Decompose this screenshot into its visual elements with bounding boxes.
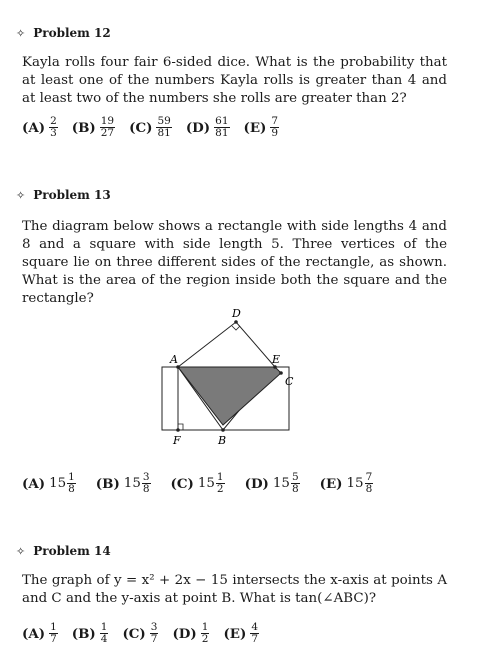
square-upper bbox=[178, 322, 275, 367]
problem-14-header bbox=[16, 544, 111, 558]
numerator: 5 bbox=[291, 471, 299, 483]
numerator: 2 bbox=[50, 115, 57, 127]
problem-13-text: The diagram below shows a rectangle with side lengths 4 and 8 and a square with side length 5. Three vertices of the square lie on three different sides of the rectangle, as shown. What is the area of the region inside both the square and the rectangle? bbox=[22, 219, 447, 306]
problem-12-text: Kayla rolls four fair 6-sided dice. What is the probability that at least one of the numbers Kayla rolls is greater than 4 and at least two of the numbers she rolls are greater than 2? bbox=[22, 55, 447, 106]
numerator: 3 bbox=[150, 621, 158, 633]
mixed-number bbox=[49, 472, 76, 495]
fraction bbox=[214, 116, 229, 139]
choice-letter: (C) bbox=[122, 625, 146, 642]
problem-12-title: Problem 12 bbox=[33, 26, 111, 40]
problem-12-header bbox=[16, 26, 111, 40]
right-angle-mark-d bbox=[232, 326, 240, 330]
fraction bbox=[150, 622, 159, 645]
denominator: 7 bbox=[150, 633, 158, 645]
mixed-number bbox=[347, 472, 374, 495]
choice-letter: (D) bbox=[244, 475, 269, 492]
whole-part: 15 bbox=[123, 476, 141, 491]
choice-c bbox=[171, 472, 225, 495]
choice-a bbox=[22, 116, 58, 139]
denominator: 4 bbox=[100, 633, 108, 645]
star-outline-icon: ✧ bbox=[16, 544, 26, 558]
problem-14-choices bbox=[22, 622, 273, 645]
choice-d bbox=[172, 622, 209, 645]
geometry-diagram bbox=[150, 300, 310, 450]
problem-14-text: The graph of y = x² + 2x − 15 intersects the x-axis at points A and C and the y-axis at point B. What is tan(∠ABC)? bbox=[22, 573, 447, 606]
denominator: 2 bbox=[216, 483, 224, 495]
mixed-number bbox=[198, 472, 225, 495]
fraction bbox=[49, 116, 58, 139]
overlap-region bbox=[178, 367, 281, 425]
choice-letter: (A) bbox=[22, 625, 46, 642]
star-outline-icon: ✧ bbox=[16, 26, 26, 40]
whole-part: 15 bbox=[49, 476, 67, 491]
choice-e bbox=[320, 472, 374, 495]
denominator: 8 bbox=[365, 483, 373, 495]
choice-a bbox=[22, 472, 76, 495]
mixed-number bbox=[273, 472, 300, 495]
numerator: 19 bbox=[100, 115, 115, 127]
denominator: 81 bbox=[157, 127, 171, 139]
choice-d bbox=[186, 116, 230, 139]
denominator: 3 bbox=[50, 127, 57, 139]
fraction bbox=[100, 622, 109, 645]
point-c bbox=[279, 371, 283, 375]
denominator: 8 bbox=[68, 483, 75, 495]
denominator: 81 bbox=[215, 127, 229, 139]
choice-letter: (B) bbox=[95, 475, 120, 492]
denominator: 27 bbox=[100, 127, 115, 139]
choice-letter: (E) bbox=[243, 119, 267, 136]
label-c: C bbox=[285, 375, 294, 388]
choice-letter: (C) bbox=[170, 475, 194, 492]
choice-letter: (A) bbox=[22, 119, 46, 136]
choice-b bbox=[72, 116, 115, 139]
denominator: 7 bbox=[251, 633, 259, 645]
problem-13-header bbox=[16, 188, 111, 202]
choice-letter: (D) bbox=[172, 625, 197, 642]
fraction bbox=[67, 472, 76, 495]
star-outline-icon: ✧ bbox=[16, 188, 26, 202]
choice-c bbox=[129, 116, 172, 139]
choice-b bbox=[96, 472, 151, 495]
label-b: B bbox=[218, 434, 227, 447]
choice-e bbox=[244, 116, 280, 139]
fraction bbox=[201, 622, 210, 645]
choice-letter: (B) bbox=[71, 625, 96, 642]
choice-letter: (E) bbox=[223, 625, 247, 642]
numerator: 4 bbox=[251, 621, 259, 633]
numerator: 1 bbox=[216, 471, 224, 483]
label-f: F bbox=[173, 434, 181, 447]
choice-letter: (A) bbox=[22, 475, 46, 492]
fraction bbox=[291, 472, 300, 495]
problem-13-choices bbox=[22, 472, 387, 495]
numerator: 3 bbox=[142, 471, 150, 483]
fraction bbox=[365, 472, 374, 495]
denominator: 8 bbox=[142, 483, 150, 495]
label-e: E bbox=[272, 353, 281, 366]
numerator: 61 bbox=[215, 115, 229, 127]
whole-part: 15 bbox=[197, 476, 215, 491]
denominator: 8 bbox=[291, 483, 299, 495]
numerator: 1 bbox=[68, 471, 75, 483]
problem-12-choices bbox=[22, 116, 293, 139]
choice-letter: (D) bbox=[185, 119, 211, 136]
problem-13-title: Problem 13 bbox=[33, 188, 111, 202]
choice-letter: (C) bbox=[129, 119, 153, 136]
point-b bbox=[221, 428, 225, 432]
fraction bbox=[216, 472, 225, 495]
fraction bbox=[49, 622, 58, 645]
numerator: 1 bbox=[50, 621, 57, 633]
denominator: 9 bbox=[271, 127, 279, 139]
fraction bbox=[142, 472, 151, 495]
choice-d bbox=[245, 472, 300, 495]
whole-part: 15 bbox=[272, 476, 290, 491]
whole-part: 15 bbox=[346, 476, 364, 491]
fraction bbox=[156, 116, 171, 139]
point-d bbox=[234, 320, 238, 324]
mixed-number bbox=[124, 472, 151, 495]
numerator: 59 bbox=[157, 115, 171, 127]
denominator: 2 bbox=[201, 633, 209, 645]
label-d: D bbox=[232, 307, 241, 320]
denominator: 7 bbox=[50, 633, 57, 645]
numerator: 7 bbox=[271, 115, 279, 127]
problem-14-title: Problem 14 bbox=[33, 544, 111, 558]
fraction bbox=[100, 116, 115, 139]
choice-letter: (B) bbox=[71, 119, 96, 136]
choice-b bbox=[72, 622, 109, 645]
point-f bbox=[176, 428, 180, 432]
fraction bbox=[250, 622, 259, 645]
numerator: 7 bbox=[365, 471, 373, 483]
choice-c bbox=[122, 622, 158, 645]
numerator: 1 bbox=[100, 621, 108, 633]
numerator: 1 bbox=[201, 621, 209, 633]
choice-e bbox=[223, 622, 259, 645]
label-a: A bbox=[170, 353, 178, 366]
choice-a bbox=[22, 622, 58, 645]
fraction bbox=[270, 116, 279, 139]
choice-letter: (E) bbox=[319, 475, 343, 492]
